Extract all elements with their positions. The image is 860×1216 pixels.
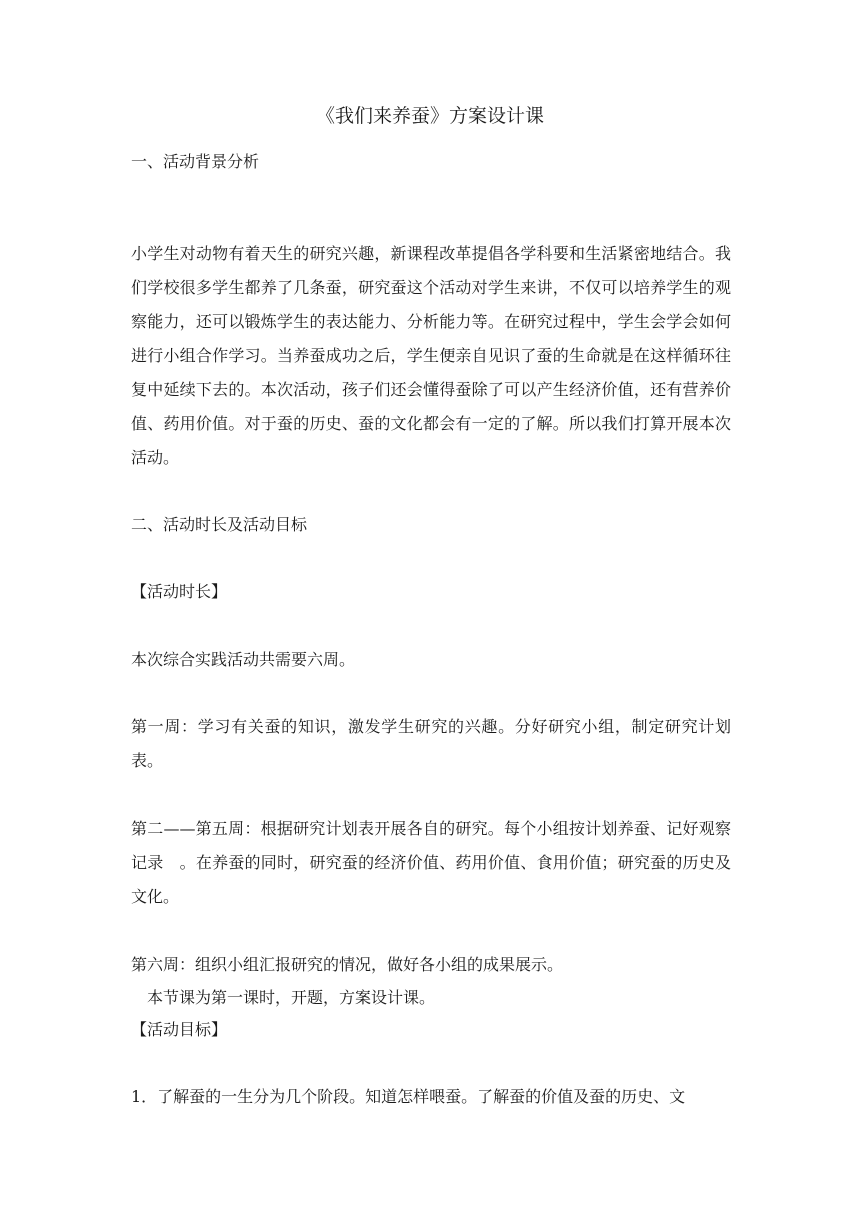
- section-heading-background: 一、活动背景分析: [131, 152, 260, 171]
- week1-paragraph: 第一周：学习有关蚕的知识，激发学生研究的兴趣。分好研究小组，制定研究计划表。: [131, 717, 731, 770]
- week2to5-paragraph: 第二——第五周：根据研究计划表开展各自的研究。每个小组按计划养蚕、记好观察记录 。在养蚕的同时，研究蚕的经济价值、药用价值、食用价值；研究蚕的历史及文化。: [131, 819, 731, 906]
- section-heading-duration-goals: 二、活动时长及活动目标: [131, 515, 308, 534]
- background-paragraph: 小学生对动物有着天生的研究兴趣，新课程改革提倡各学科要和生活紧密地结合。我们学校很多学生都养了几条蚕，研究蚕这个活动对学生来讲，不仅可以培养学生的观察能力，还可以锻炼学生的表达能力、分析能力等。在研究过程中，学生会学会如何进行小组合作学习。当养蚕成功之后，学生便亲自见识了蚕的生命就是在这样循环往复中延续下去的。本次活动，孩子们还会懂得蚕除了可以产生经济价值，还有营养价值、药用价值。对于蚕的历史、蚕的文化都会有一定的了解。所以我们打算开展本次活动。: [131, 244, 731, 467]
- goal-item-1: 1．了解蚕的一生分为几个阶段。知道怎样喂蚕。了解蚕的价值及蚕的历史、文: [131, 1087, 686, 1106]
- goals-label: 【活动目标】: [131, 1020, 228, 1039]
- duration-text: 本次综合实践活动共需要六周。: [131, 650, 356, 669]
- duration-label: 【活动时长】: [131, 582, 228, 601]
- week6-text: 第六周：组织小组汇报研究的情况，做好各小组的成果展示。: [131, 955, 564, 974]
- document-title: 《我们来养蚕》方案设计课: [315, 105, 544, 127]
- lesson-note: 本节课为第一课时，开题，方案设计课。: [131, 988, 436, 1007]
